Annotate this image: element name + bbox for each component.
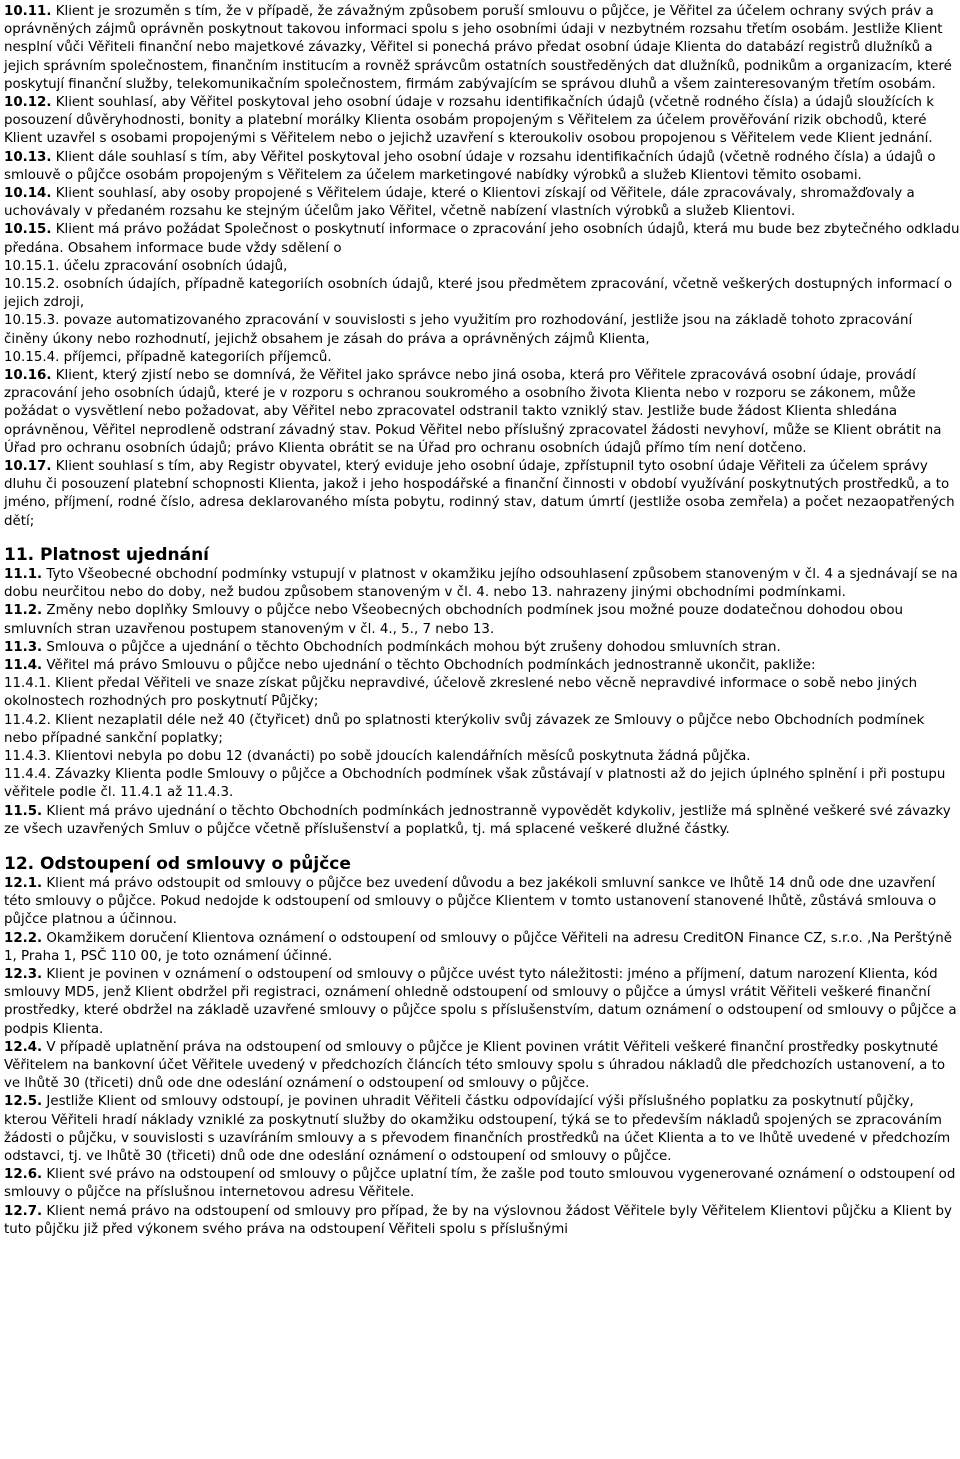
clause-paragraph [4,276,960,312]
clause-text: Klient své právo na odstoupení od smlouvy o půjčce uplatní tím, že zašle pod touto smlouvou vygenerované oznámení o odstoupení od smlouvy o půjčce na příslušnou internetovou adresu Věřitele. [4,1167,956,1201]
clause-text: 11.4.2. Klient nezaplatil déle než 40 (čtyřicet) dnů po splatnosti kterýkoliv svůj závazek ze Smlouvy o půjčce nebo Obchodních podmínek nebo případné sankční poplatky; [4,712,925,746]
clause-text: Klient souhlasí, aby Věřitel poskytoval jeho osobní údaje v rozsahu identifikačních údajů (včetně rodného čísla) a údajů sloužících k posouzení důvěryhodnosti, bonity a platební morálky Klienta osobám propojeným s Věřitelem za účelem prověřování rizik obchodů, které Klient uzavřel s osobami propojenými s Věřitelem nebo o jejichž uzavření s kteroukoliv osobou propojenou s Věřitelem vede Klient jednání. [4,95,935,147]
clause-text: Okamžikem doručení Klientova oznámení o odstoupení od smlouvy o půjčce Věřiteli na adresu CreditON Finance CZ, s.r.o. ,Na Perštýně 1, Praha 1, PSČ 110 00, je toto oznámení účinné. [4,930,952,964]
clause-paragraph [4,312,960,348]
clause-paragraph [4,458,960,531]
clause-paragraph [4,367,960,458]
clause-number: 12.3. [4,966,43,982]
clause-text: 10.15.1. účelu zpracování osobních údajů, [4,258,288,274]
clause-number: 11.4. [4,657,43,673]
clause-number: 10.11. [4,4,52,19]
clause-text: 10.15.2. osobních údajích, případně kategoriích osobních údajů, které jsou předmětem zpracování, včetně veškerých dostupných informací o jejich zdroji, [4,277,953,311]
clause-paragraph [4,349,960,367]
clause-text: 11.4.3. Klientovi nebyla po dobu 12 (dvanácti) po sobě jdoucích kalendářních měsíců poskytnuta žádná půjčka. [4,748,751,764]
clause-paragraph [4,930,960,966]
clause-paragraph [4,258,960,276]
clause-text: 10.15.3. povaze automatizovaného zpracování v souvislosti s jeho využitím pro rozhodování, jestliže jsou na základě tohoto zpracování činěny úkony nebo rozhodnutí, jejichž obsahem je zásah do práva a oprávněných zájmů Klienta, [4,313,913,347]
clause-paragraph [4,803,960,839]
clause-number: 11.2. [4,603,43,619]
clause-number: 10.12. [4,95,52,111]
clause-number: 10.16. [4,368,52,384]
clause-text: Změny nebo doplňky Smlouvy o půjčce nebo Všeobecných obchodních podmínek jsou možné pouze dodatečnou dohodou obou smluvních stran uzavřenou postupem stanoveným v čl. 4., 5., 7 nebo 13. [4,603,904,637]
clause-number: 12.6. [4,1167,43,1183]
clause-paragraph [4,712,960,748]
clause-paragraph [4,566,960,602]
clause-text: Klient má právo ujednání o těchto Obchodních podmínkách jednostranně vypovědět kdykoliv, jestliže má splněné veškeré své závazky ze všech uzavřených Smluv o půjčce včetně příslušenství a poplatků, tj. má splacené veškeré dlužné částky. [4,803,951,837]
clause-text: Klient je povinen v oznámení o odstoupení od smlouvy o půjčce uvést tyto náležitosti: jméno a příjmení, datum narození Klienta, kód smlouvy MD5, jenž Klient obdržel při registraci, oznámení ohledně odstoupení od smlouvy o půjčce a úmysl vrátit Věřiteli veškeré finanční prostředky, které obdržel na základě uzavřené smlouvy o půjčce spolu s příslušenstvím, datum oznámení o odstoupení od smlouvy o půjčce a podpis Klienta. [4,966,957,1037]
clause-paragraph [4,748,960,766]
clause-text: 11.4.1. Klient předal Věřiteli ve snaze získat půjčku nepravdivé, účelově zkreslené nebo věcně nepravdivé informace o sobě nebo jiných okolnostech rozhodných pro poskytnutí Půjčky; [4,676,918,710]
clause-paragraph [4,1166,960,1202]
clause-text: V případě uplatnění práva na odstoupení od smlouvy o půjčce je Klient povinen vrátit Věřiteli veškeré finanční prostředky poskytnuté Věřitelem na bankovní účet Věřitele uvedený v předchozích článcích této smlouvy spolu s úhradou nákladů dle předchozích ustanovení, a to ve lhůtě 30 (třiceti) dnů ode dne odeslání oznámení o odstoupení od smlouvy o půjčce. [4,1039,946,1092]
clause-number: 12.5. [4,1094,43,1110]
clause-paragraph [4,675,960,711]
clause-text: Klient nemá právo na odstoupení od smlouvy pro případ, že by na výslovnou žádost Věřitele byly Věřitelem Klientovi půjčku a Klient by tuto půjčku již před výkonem svého práva na odstoupení Věřiteli spolu s příslušnými [4,1203,952,1237]
clause-number: 10.13. [4,149,52,165]
clause-text: Klient má právo požádat Společnost o poskytnutí informace o zpracování jeho osobních údajů, která mu bude bez zbytečného odkladu předána. Obsahem informace bude vždy sdělení o [4,222,960,256]
section-11-heading: 11. Platnost ujednání [4,544,209,565]
clause-text: Klient má právo odstoupit od smlouvy o půjčce bez uvedení důvodu a bez jakékoli smluvní sankce ve lhůtě 14 dnů ode dne uzavření této smlouvy o půjčce. Pokud nedojde k odstoupení od smlouvy o půjčce Klientem v tomto ustanovení stanovené lhůtě, zůstává smlouva o půjčce platnou a účinnou. [4,875,937,928]
clause-paragraph [4,1093,960,1166]
clause-text: Klient souhlasí, aby osoby propojené s Věřitelem údaje, které o Klientovi získají od Věřitele, dále zpracovávaly, shromažďovaly a uchovávaly v předaném rozsahu ke stejným účelům jako Věřitel, včetně nabízení vlastních výrobků a služeb Klientovi. [4,186,915,220]
clause-number: 12.4. [4,1039,43,1055]
clause-text: 11.4.4. Závazky Klienta podle Smlouvy o půjčce a Obchodních podmínek však zůstávají v platnosti až do jejich úplného splnění i při postupu věřitele podle čl. 11.4.1 až 11.4.3. [4,767,946,801]
section-10-data-protection [4,3,960,531]
clause-number: 12.7. [4,1203,43,1219]
clause-text: Klient souhlasí s tím, aby Registr obyvatel, který eviduje jeho osobní údaje, zpřístupnil tyto osobní údaje Věřiteli za účelem správy dluhu či posouzení platební schopnosti Klienta, jakož i jeho hospodářské a finanční činnosti v období využívání poskytnutých prostředků, a to jméno, příjmení, rodné číslo, adresa deklarovaného místa pobytu, rodinný stav, datum úmrtí (jestliže osoba zemřela) a počet nezaopatřených dětí; [4,459,955,529]
clause-text: Věřitel má právo Smlouvu o půjčce nebo ujednání o těchto Obchodních podmínkách jednostranně ukončit, pakliže: [42,657,816,673]
clause-text: Tyto Všeobecné obchodní podmínky vstupují v platnost v okamžiku jejího odsouhlasení způsobem stanoveným v čl. 4 a sjednávají se na dobu neurčitou nebo do doby, než budou způsobem stanoveným v čl. 4. nebo 13. nahrazeny jinými obchodními podmínkami. [4,566,958,601]
clause-number: 11.3. [4,639,43,655]
clause-paragraph [4,149,960,185]
clause-text: Smlouva o půjčce a ujednání o těchto Obchodních podmínkách mohou být zrušeny dohodou smluvních stran. [42,639,781,655]
clause-paragraph [4,966,960,1039]
clause-text: 10.15.4. příjemci, případně kategoriích příjemců. [4,349,332,365]
clause-paragraph [4,766,960,802]
clause-number: 10.17. [4,459,52,475]
section-11-validity [4,566,960,839]
section-12-heading: 12. Odstoupení od smlouvy o půjčce [4,853,351,874]
clause-paragraph [4,1203,960,1239]
clause-paragraph [4,185,960,221]
clause-text: Jestliže Klient od smlouvy odstoupí, je povinen uhradit Věřiteli částku odpovídající výši příslušného poplatku za poskytnutí půjčky, kterou Věřiteli hradí náklady vzniklé za poskytnutí služby do okamžiku odstoupení, týká se to především nákladů spojených se zpracováním žádosti o půjčku, v souvislosti s uzavíráním smlouvy a s převodem finančních prostředků na účet Klienta a to ve lhůtě uvedené v předchozím odstavci, tj. ve lhůtě 30 (třiceti) dnů ode dne odeslání oznámení o odstoupení od smlouvy o půjčce. [4,1094,951,1164]
section-12-withdrawal [4,875,960,1239]
clause-paragraph [4,94,960,149]
clause-text: Klient je srozuměn s tím, že v případě, že závažným způsobem poruší smlouvu o půjčce, je Věřitel za účelem ochrany svých práv a oprávněných zájmů oprávněn poskytnout takovou informaci spolu s jeho osobními údaji v nezbytném rozsahu třetím osobám. Jestliže Klient nesplní vůči Věřiteli finanční nebo majetkové závazky, Věřitel si ponechá právo předat osobní údaje Klienta do databází registrů dlužníků a jejich správním společnostem, finančním institucím a rovněž správcům ostatních soustředěných dat dlužníků, podnikům a organizacím, které poskytují finanční služby, telekomunikačním společnostem, firmám zabývajícím se správou dluhů a všem zainteresovaným třetím osobám. [4,4,952,92]
clause-paragraph [4,602,960,638]
clause-paragraph [4,221,960,257]
clause-number: 11.5. [4,803,43,819]
clause-text: Klient, který zjistí nebo se domnívá, že Věřitel jako správce nebo jiná osoba, která pro Věřitele zpracovává osobní údaje, provádí zpracování jeho osobních údajů, které je v rozporu s ochranou soukromého a osobního života Klienta nebo v rozporu se zákonem, může požádat o vysvětlení nebo požadovat, aby Věřitel nebo zpracovatel odstranil takto vzniklý stav. Jestliže bude žádost Klienta shledána oprávněnou, Věřitel neprodleně odstraní závadný stav. Pokud Věřitel nebo příslušný zpracovatel žádosti nevyhoví, může se Klient obrátit na Úřad pro ochranu osobních údajů; právo Klienta obrátit se na Úřad pro ochranu osobních údajů přímo tím není dotčeno. [4,368,942,456]
clause-number: 12.2. [4,930,43,946]
clause-number: 10.15. [4,222,52,238]
clause-paragraph [4,657,960,675]
clause-number: 10.14. [4,186,52,202]
clause-paragraph [4,3,960,94]
clause-number: 12.1. [4,875,43,891]
clause-text: Klient dále souhlasí s tím, aby Věřitel poskytoval jeho osobní údaje v rozsahu identifikačních údajů (včetně rodného čísla) a údajů o smlouvě o půjčce osobám propojeným s Věřitelem za účelem marketingové nabídky výrobků a služeb Klientovi těmito osobami. [4,149,936,183]
clause-paragraph [4,875,960,930]
clause-paragraph [4,1039,960,1094]
clause-paragraph [4,639,960,657]
clause-number: 11.1. [4,566,43,582]
